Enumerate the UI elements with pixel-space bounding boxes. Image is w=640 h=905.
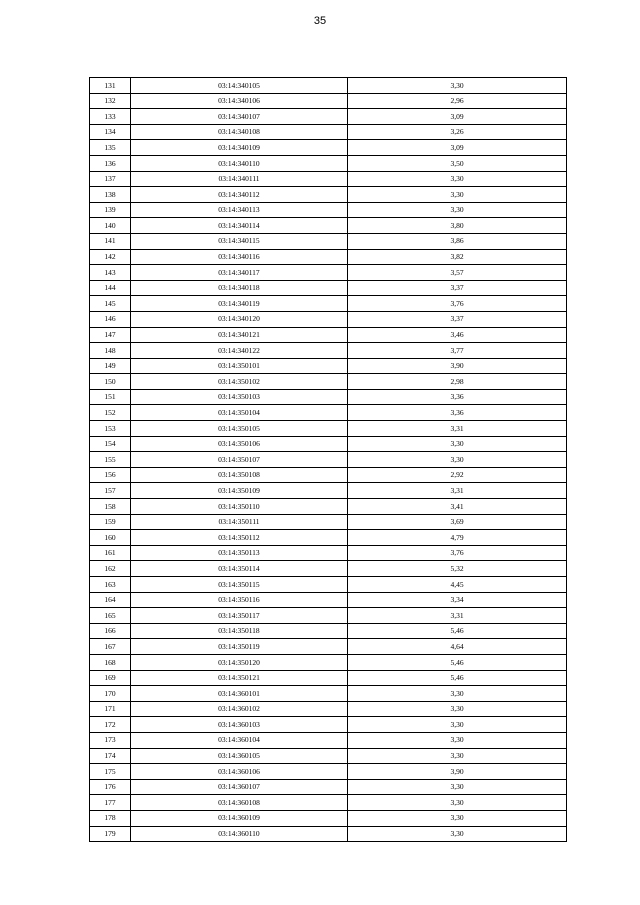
row-number-cell: 144 xyxy=(90,280,131,296)
row-number-cell: 145 xyxy=(90,296,131,312)
value-cell: 3,41 xyxy=(348,499,567,515)
value-cell: 3,30 xyxy=(348,748,567,764)
row-number-cell: 137 xyxy=(90,171,131,187)
value-cell: 3,57 xyxy=(348,265,567,281)
table-row xyxy=(90,389,567,405)
value-cell: 3,69 xyxy=(348,514,567,530)
table-row xyxy=(90,483,567,499)
row-number-cell: 153 xyxy=(90,421,131,437)
cadastral-number-cell: 03:14:350101 xyxy=(131,358,348,374)
value-cell: 3,26 xyxy=(348,124,567,140)
cadastral-number-cell: 03:14:340122 xyxy=(131,343,348,359)
cadastral-number-cell: 03:14:360109 xyxy=(131,810,348,826)
cadastral-number-cell: 03:14:350111 xyxy=(131,514,348,530)
cadastral-number-cell: 03:14:340109 xyxy=(131,140,348,156)
table-row xyxy=(90,717,567,733)
row-number-cell: 140 xyxy=(90,218,131,234)
row-number-cell: 131 xyxy=(90,78,131,94)
cadastral-number-cell: 03:14:340106 xyxy=(131,93,348,109)
table-row xyxy=(90,109,567,125)
value-cell: 5,46 xyxy=(348,623,567,639)
table-row xyxy=(90,545,567,561)
row-number-cell: 150 xyxy=(90,374,131,390)
value-cell: 3,30 xyxy=(348,452,567,468)
cadastral-number-cell: 03:14:340108 xyxy=(131,124,348,140)
table-row xyxy=(90,233,567,249)
row-number-cell: 134 xyxy=(90,124,131,140)
cadastral-number-cell: 03:14:340117 xyxy=(131,265,348,281)
row-number-cell: 139 xyxy=(90,202,131,218)
value-cell: 3,90 xyxy=(348,358,567,374)
table-row xyxy=(90,421,567,437)
row-number-cell: 138 xyxy=(90,187,131,203)
cadastral-number-cell: 03:14:350112 xyxy=(131,530,348,546)
value-cell: 4,64 xyxy=(348,639,567,655)
row-number-cell: 176 xyxy=(90,779,131,795)
cadastral-number-cell: 03:14:350120 xyxy=(131,654,348,670)
table-row xyxy=(90,608,567,624)
cadastral-number-cell: 03:14:340119 xyxy=(131,296,348,312)
row-number-cell: 135 xyxy=(90,140,131,156)
row-number-cell: 141 xyxy=(90,233,131,249)
row-number-cell: 151 xyxy=(90,389,131,405)
cadastral-number-cell: 03:14:350117 xyxy=(131,608,348,624)
cadastral-number-cell: 03:14:340113 xyxy=(131,202,348,218)
cadastral-number-cell: 03:14:350109 xyxy=(131,483,348,499)
row-number-cell: 158 xyxy=(90,499,131,515)
cadastral-number-cell: 03:14:340112 xyxy=(131,187,348,203)
cadastral-number-cell: 03:14:360107 xyxy=(131,779,348,795)
row-number-cell: 163 xyxy=(90,577,131,593)
cadastral-number-cell: 03:14:340111 xyxy=(131,171,348,187)
table-row xyxy=(90,701,567,717)
value-cell: 3,77 xyxy=(348,343,567,359)
value-cell: 5,32 xyxy=(348,561,567,577)
cadastral-number-cell: 03:14:350103 xyxy=(131,389,348,405)
cadastral-number-cell: 03:14:350107 xyxy=(131,452,348,468)
value-cell: 3,31 xyxy=(348,608,567,624)
table-row xyxy=(90,577,567,593)
row-number-cell: 157 xyxy=(90,483,131,499)
table-row xyxy=(90,171,567,187)
value-cell: 3,36 xyxy=(348,389,567,405)
value-cell: 2,92 xyxy=(348,467,567,483)
table-row xyxy=(90,639,567,655)
cadastral-number-cell: 03:14:360104 xyxy=(131,732,348,748)
row-number-cell: 167 xyxy=(90,639,131,655)
table-row xyxy=(90,358,567,374)
table-row xyxy=(90,296,567,312)
table-row xyxy=(90,374,567,390)
table-row xyxy=(90,155,567,171)
value-cell: 3,30 xyxy=(348,717,567,733)
value-cell: 3,30 xyxy=(348,202,567,218)
row-number-cell: 174 xyxy=(90,748,131,764)
table-row xyxy=(90,592,567,608)
cadastral-number-cell: 03:14:350118 xyxy=(131,623,348,639)
table-row xyxy=(90,654,567,670)
table-row xyxy=(90,327,567,343)
row-number-cell: 146 xyxy=(90,311,131,327)
cadastral-number-cell: 03:14:360105 xyxy=(131,748,348,764)
row-number-cell: 173 xyxy=(90,732,131,748)
table-row xyxy=(90,218,567,234)
cadastral-number-cell: 03:14:340115 xyxy=(131,233,348,249)
value-cell: 2,96 xyxy=(348,93,567,109)
cadastral-number-cell: 03:14:340114 xyxy=(131,218,348,234)
value-cell: 3,37 xyxy=(348,280,567,296)
row-number-cell: 149 xyxy=(90,358,131,374)
row-number-cell: 178 xyxy=(90,810,131,826)
row-number-cell: 152 xyxy=(90,405,131,421)
table-row xyxy=(90,140,567,156)
row-number-cell: 168 xyxy=(90,654,131,670)
cadastral-number-cell: 03:14:350108 xyxy=(131,467,348,483)
data-table xyxy=(89,77,567,842)
table-row xyxy=(90,311,567,327)
row-number-cell: 171 xyxy=(90,701,131,717)
cadastral-number-cell: 03:14:350121 xyxy=(131,670,348,686)
cadastral-number-cell: 03:14:360101 xyxy=(131,686,348,702)
value-cell: 3,30 xyxy=(348,187,567,203)
value-cell: 3,34 xyxy=(348,592,567,608)
table-row xyxy=(90,280,567,296)
value-cell: 3,31 xyxy=(348,421,567,437)
table-row xyxy=(90,343,567,359)
row-number-cell: 154 xyxy=(90,436,131,452)
cadastral-number-cell: 03:14:360106 xyxy=(131,764,348,780)
row-number-cell: 162 xyxy=(90,561,131,577)
cadastral-number-cell: 03:14:350106 xyxy=(131,436,348,452)
value-cell: 3,30 xyxy=(348,686,567,702)
row-number-cell: 164 xyxy=(90,592,131,608)
row-number-cell: 143 xyxy=(90,265,131,281)
row-number-cell: 160 xyxy=(90,530,131,546)
table-row xyxy=(90,779,567,795)
value-cell: 5,46 xyxy=(348,670,567,686)
row-number-cell: 166 xyxy=(90,623,131,639)
value-cell: 3,30 xyxy=(348,436,567,452)
row-number-cell: 148 xyxy=(90,343,131,359)
table-row xyxy=(90,249,567,265)
row-number-cell: 165 xyxy=(90,608,131,624)
table-row xyxy=(90,202,567,218)
cadastral-number-cell: 03:14:350110 xyxy=(131,499,348,515)
value-cell: 3,80 xyxy=(348,218,567,234)
cadastral-number-cell: 03:14:340107 xyxy=(131,109,348,125)
cadastral-number-cell: 03:14:350104 xyxy=(131,405,348,421)
cadastral-number-cell: 03:14:350116 xyxy=(131,592,348,608)
cadastral-number-cell: 03:14:340118 xyxy=(131,280,348,296)
cadastral-number-cell: 03:14:350115 xyxy=(131,577,348,593)
value-cell: 3,76 xyxy=(348,545,567,561)
row-number-cell: 132 xyxy=(90,93,131,109)
cadastral-number-cell: 03:14:340120 xyxy=(131,311,348,327)
table-row xyxy=(90,436,567,452)
cadastral-number-cell: 03:14:360103 xyxy=(131,717,348,733)
cadastral-number-cell: 03:14:340105 xyxy=(131,78,348,94)
value-cell: 3,30 xyxy=(348,701,567,717)
table-row xyxy=(90,405,567,421)
table-row xyxy=(90,670,567,686)
cadastral-number-cell: 03:14:350119 xyxy=(131,639,348,655)
table-row xyxy=(90,187,567,203)
value-cell: 3,30 xyxy=(348,779,567,795)
row-number-cell: 147 xyxy=(90,327,131,343)
row-number-cell: 156 xyxy=(90,467,131,483)
table-row xyxy=(90,530,567,546)
table-row xyxy=(90,623,567,639)
value-cell: 3,31 xyxy=(348,483,567,499)
value-cell: 3,36 xyxy=(348,405,567,421)
cadastral-number-cell: 03:14:360102 xyxy=(131,701,348,717)
cadastral-number-cell: 03:14:360110 xyxy=(131,826,348,842)
value-cell: 2,98 xyxy=(348,374,567,390)
cadastral-number-cell: 03:14:360108 xyxy=(131,795,348,811)
table-body xyxy=(90,78,567,842)
value-cell: 3,50 xyxy=(348,155,567,171)
table-row xyxy=(90,686,567,702)
value-cell: 3,09 xyxy=(348,140,567,156)
value-cell: 4,79 xyxy=(348,530,567,546)
table-row xyxy=(90,514,567,530)
row-number-cell: 159 xyxy=(90,514,131,530)
table-row xyxy=(90,78,567,94)
table-row xyxy=(90,499,567,515)
row-number-cell: 161 xyxy=(90,545,131,561)
row-number-cell: 175 xyxy=(90,764,131,780)
value-cell: 3,30 xyxy=(348,171,567,187)
cadastral-number-cell: 03:14:350102 xyxy=(131,374,348,390)
cadastral-number-cell: 03:14:350113 xyxy=(131,545,348,561)
page-number: 35 xyxy=(313,15,327,27)
cadastral-number-cell: 03:14:340121 xyxy=(131,327,348,343)
table-row xyxy=(90,265,567,281)
table-row xyxy=(90,795,567,811)
table-row xyxy=(90,732,567,748)
value-cell: 3,46 xyxy=(348,327,567,343)
value-cell: 3,86 xyxy=(348,233,567,249)
row-number-cell: 172 xyxy=(90,717,131,733)
value-cell: 3,30 xyxy=(348,78,567,94)
cadastral-number-cell: 03:14:350105 xyxy=(131,421,348,437)
value-cell: 3,30 xyxy=(348,732,567,748)
row-number-cell: 179 xyxy=(90,826,131,842)
value-cell: 4,45 xyxy=(348,577,567,593)
value-cell: 3,09 xyxy=(348,109,567,125)
row-number-cell: 177 xyxy=(90,795,131,811)
row-number-cell: 169 xyxy=(90,670,131,686)
row-number-cell: 170 xyxy=(90,686,131,702)
value-cell: 3,30 xyxy=(348,826,567,842)
value-cell: 3,30 xyxy=(348,810,567,826)
value-cell: 3,82 xyxy=(348,249,567,265)
table-row xyxy=(90,124,567,140)
value-cell: 5,46 xyxy=(348,654,567,670)
table-row xyxy=(90,561,567,577)
table-row xyxy=(90,452,567,468)
table-row xyxy=(90,93,567,109)
row-number-cell: 136 xyxy=(90,155,131,171)
value-cell: 3,90 xyxy=(348,764,567,780)
value-cell: 3,30 xyxy=(348,795,567,811)
table-row xyxy=(90,826,567,842)
table-row xyxy=(90,810,567,826)
value-cell: 3,37 xyxy=(348,311,567,327)
row-number-cell: 133 xyxy=(90,109,131,125)
cadastral-number-cell: 03:14:340116 xyxy=(131,249,348,265)
cadastral-number-cell: 03:14:350114 xyxy=(131,561,348,577)
table-row xyxy=(90,764,567,780)
value-cell: 3,76 xyxy=(348,296,567,312)
row-number-cell: 155 xyxy=(90,452,131,468)
table-row xyxy=(90,748,567,764)
cadastral-number-cell: 03:14:340110 xyxy=(131,155,348,171)
table-row xyxy=(90,467,567,483)
row-number-cell: 142 xyxy=(90,249,131,265)
